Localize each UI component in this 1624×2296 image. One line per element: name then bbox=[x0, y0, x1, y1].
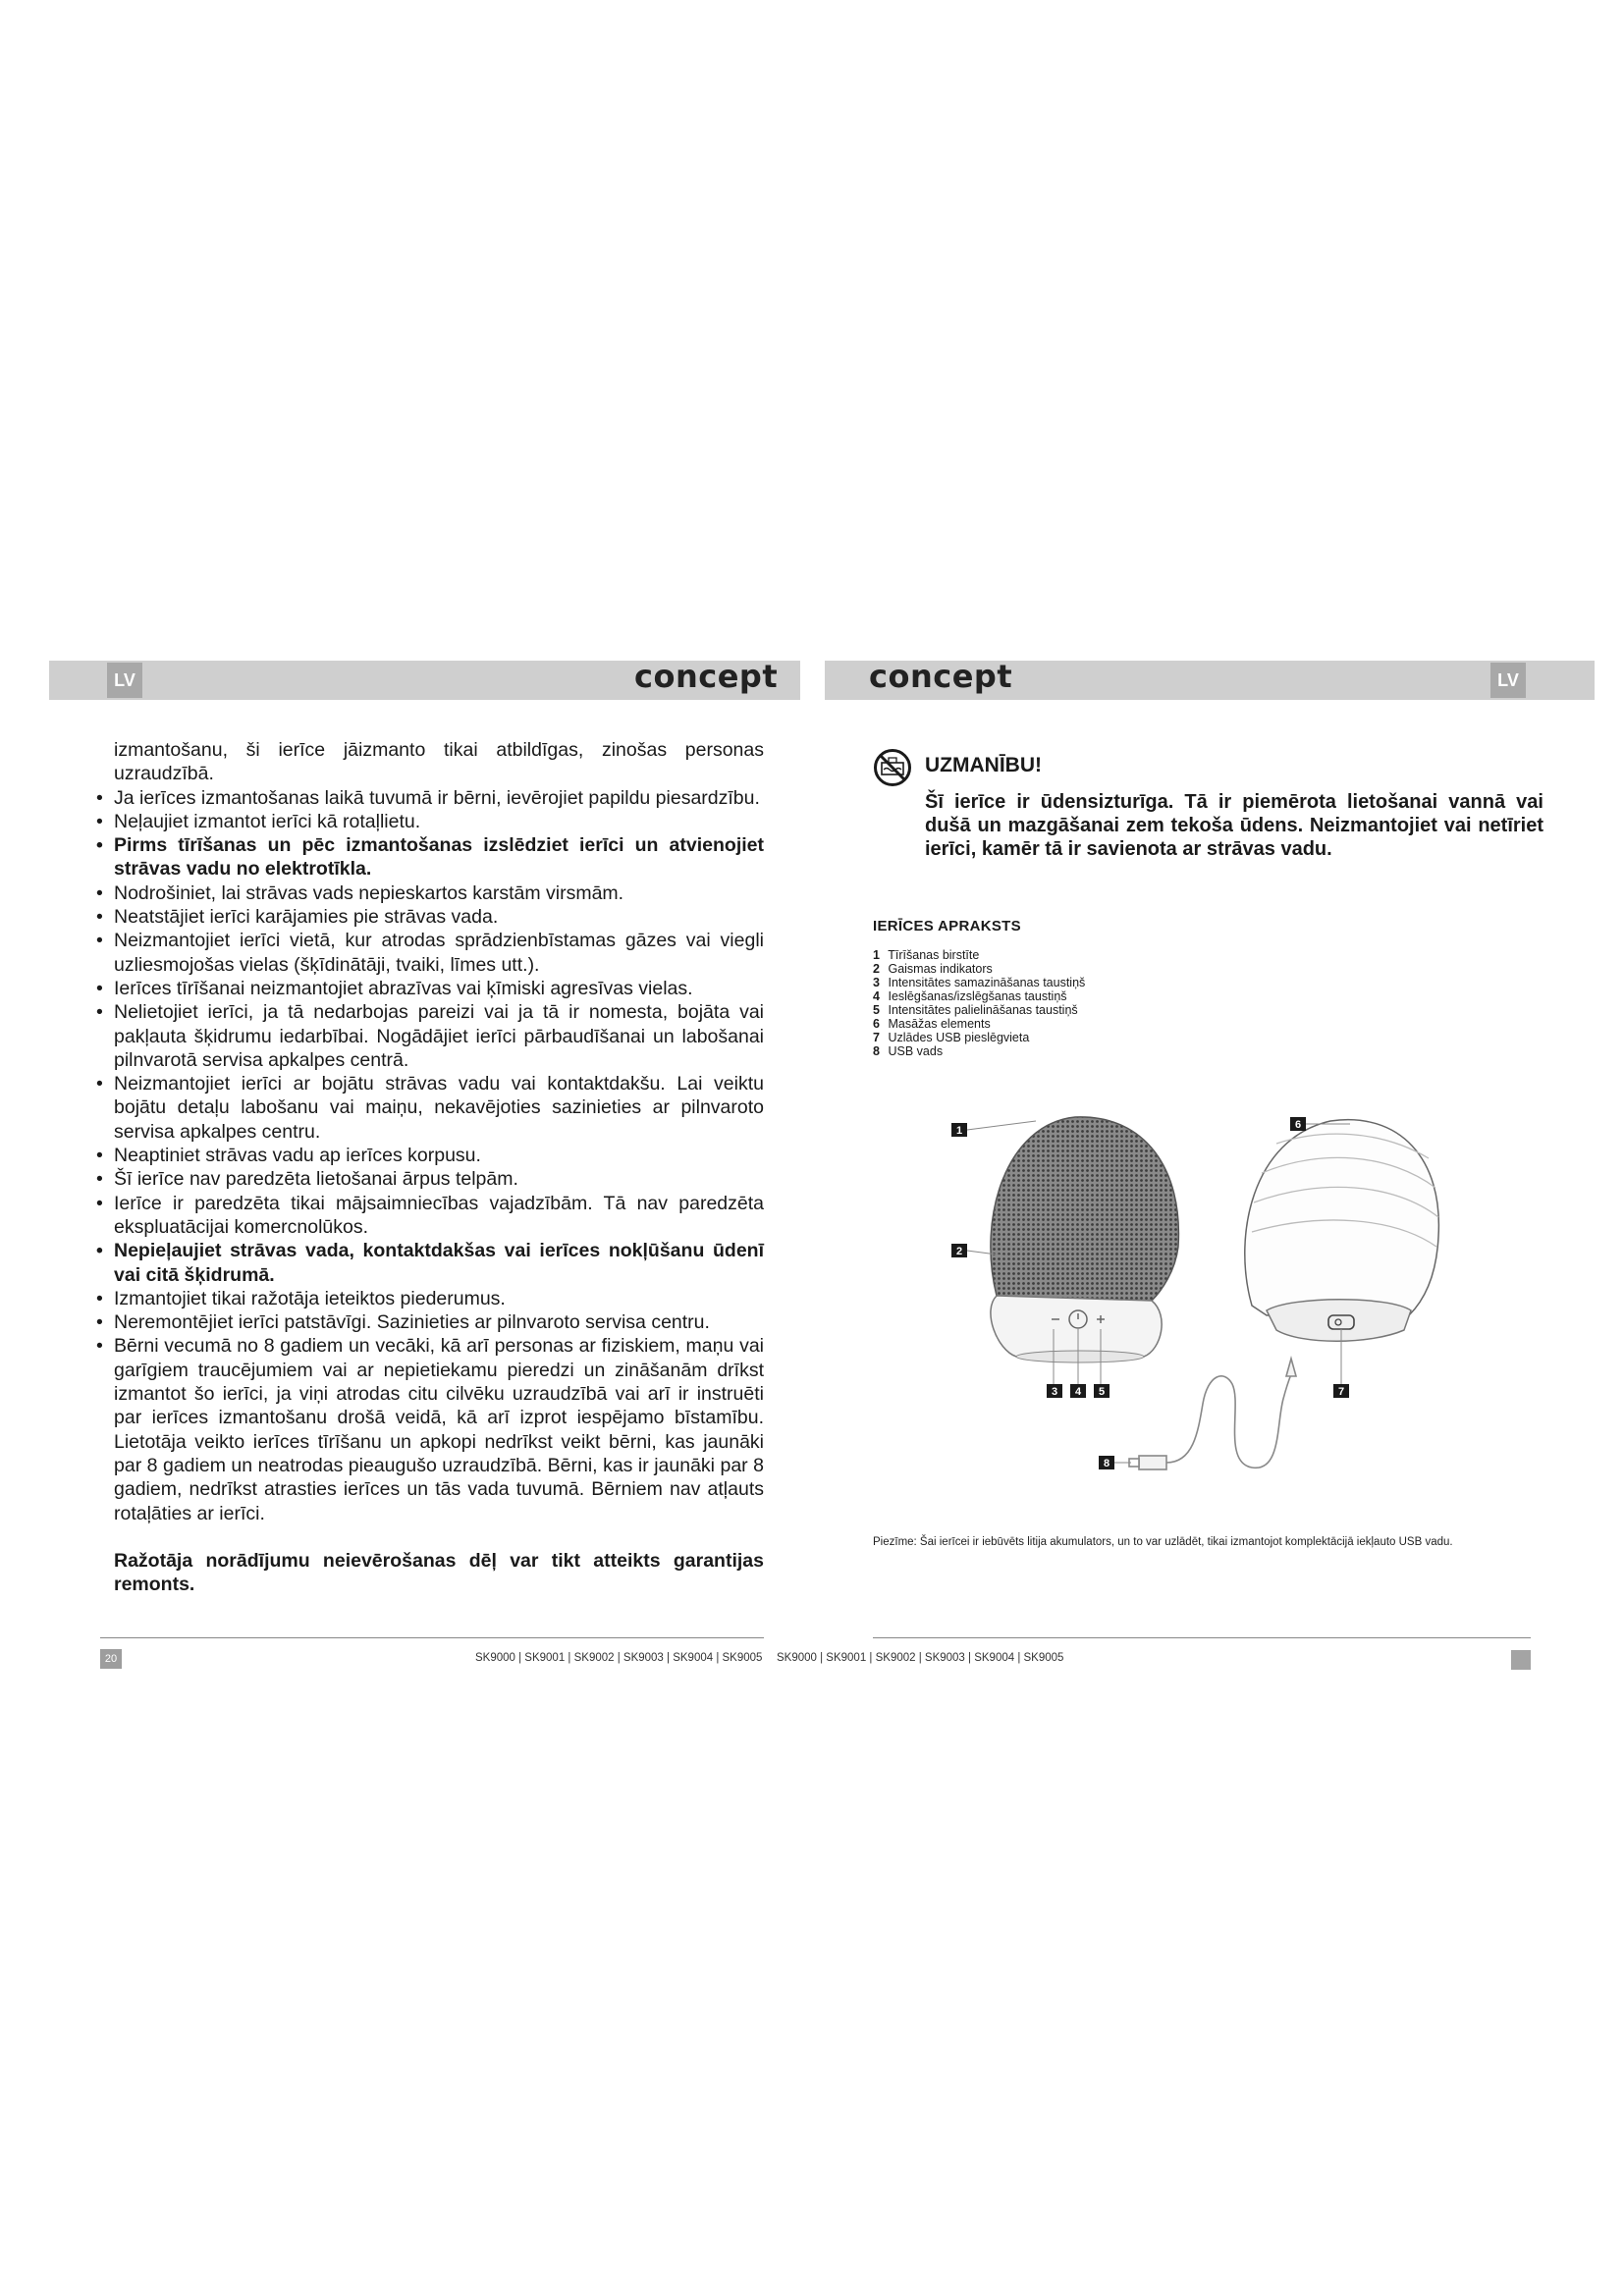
list-item bbox=[873, 1031, 1085, 1044]
part-number: 4 bbox=[873, 989, 880, 1003]
no-cable-in-water-icon bbox=[873, 748, 912, 787]
list-item: • Pirms tīrīšanas un pēc izmantošanas izslēdziet ierīci un atvienojiet strāvas vadu no elektrotīkla. bbox=[114, 833, 764, 881]
callout-label: 8 bbox=[1103, 1458, 1110, 1469]
list-item: • Neremontējiet ierīci patstāvīgi. Sazinieties ar pilnvaroto servisa centru. bbox=[114, 1310, 764, 1334]
list-item: • Ja ierīces izmantošanas laikā tuvumā ir bērni, ievērojiet papildu piesardzību. bbox=[114, 786, 764, 810]
list-item bbox=[873, 1017, 1085, 1031]
part-number: 1 bbox=[873, 948, 880, 962]
intro-paragraph: izmantošanu, ši ierīce jāizmanto tikai atbildīgas, zinošas personas uzraudzībā. bbox=[114, 739, 764, 785]
part-label: Ieslēgšanas/izslēgšanas taustiņš bbox=[888, 989, 1067, 1003]
list-item: • Izmantojiet tikai ražotāja ieteiktos piederumus. bbox=[114, 1287, 764, 1310]
warning-text: Šī ierīce ir ūdensizturīga. Tā ir piemērota lietošanai vannā vai dušā un mazgāšanai zem tekoša ūdens. Neizmantojiet vai netīriet ierīci, kamēr tā ir savienota ar strāvas vadu. bbox=[925, 791, 1543, 860]
model-list-right: SK9000 | SK9001 | SK9002 | SK9003 | SK9004 | SK9005 bbox=[777, 1652, 1064, 1664]
list-item bbox=[873, 1003, 1085, 1017]
safety-instructions bbox=[114, 738, 764, 1596]
warning-title: UZMANĪBU! bbox=[925, 754, 1042, 776]
brand-logo-right: concept bbox=[869, 658, 1013, 695]
list-item: • Nepieļaujiet strāvas vada, kontaktdakšas vai ierīces nokļūšanu ūdenī vai citā šķidrumā. bbox=[114, 1239, 764, 1287]
language-badge-right: LV bbox=[1490, 663, 1526, 698]
callout-2 bbox=[951, 1244, 967, 1257]
language-badge-left: LV bbox=[107, 663, 142, 698]
footer-divider-right bbox=[873, 1637, 1531, 1638]
part-number: 7 bbox=[873, 1031, 880, 1044]
list-item: • Šī ierīce nav paredzēta lietošanai ārpus telpām. bbox=[114, 1167, 764, 1191]
callout-3 bbox=[1047, 1384, 1062, 1398]
callout-5 bbox=[1094, 1384, 1110, 1398]
callout-1 bbox=[951, 1123, 967, 1137]
page-number: 20 bbox=[100, 1649, 122, 1669]
list-item: • Neizmantojiet ierīci vietā, kur atrodas sprādzienbīstamas gāzes vai viegli uzliesmojošas vielas (šķīdinātāji, tvaiki, līmes utt.). bbox=[114, 929, 764, 977]
part-label: Tīrīšanas birstīte bbox=[888, 948, 980, 962]
parts-list bbox=[873, 948, 1085, 1058]
list-item: • Nelietojiet ierīci, ja tā nedarbojas pareizi vai ja tā ir nomesta, bojāta vai pakļauta šķidrumu iedarbībai. Nogādājiet ierīci pārbaudīšanai un labošanai pilnvarotā servisa apkalpes centrā. bbox=[114, 1000, 764, 1072]
list-item: • Ierīce ir paredzēta tikai mājsaimniecības vajadzībām. Tā nav paredzēta ekspluatācijai komercnolūkos. bbox=[114, 1192, 764, 1240]
device-diagram bbox=[938, 1099, 1458, 1502]
warranty-notice: Ražotāja norādījumu neievērošanas dēļ var tikt atteikts garantijas remonts. bbox=[114, 1549, 764, 1596]
model-list-left: SK9000 | SK9001 | SK9002 | SK9003 | SK9004 | SK9005 bbox=[475, 1652, 763, 1664]
footer-divider-left bbox=[100, 1637, 764, 1638]
callout-7 bbox=[1333, 1384, 1349, 1398]
list-item: • Neaptiniet strāvas vadu ap ierīces korpusu. bbox=[114, 1144, 764, 1167]
part-number: 3 bbox=[873, 976, 880, 989]
list-item bbox=[873, 948, 1085, 962]
list-item bbox=[873, 976, 1085, 989]
callout-label: 4 bbox=[1074, 1386, 1082, 1398]
safety-list bbox=[114, 786, 764, 1525]
callout-8 bbox=[1099, 1456, 1114, 1469]
list-item bbox=[873, 989, 1085, 1003]
callout-4 bbox=[1070, 1384, 1086, 1398]
part-number: 8 bbox=[873, 1044, 880, 1058]
list-item: • Nodrošiniet, lai strāvas vads nepieskartos karstām virsmām. bbox=[114, 881, 764, 905]
device-front-view bbox=[991, 1117, 1179, 1362]
part-label: Masāžas elements bbox=[888, 1017, 991, 1031]
callout-label: 2 bbox=[955, 1246, 963, 1257]
part-label: Intensitātes palielināšanas taustiņš bbox=[888, 1003, 1078, 1017]
device-back-view bbox=[1245, 1120, 1439, 1342]
part-number: 5 bbox=[873, 1003, 880, 1017]
part-label: USB vads bbox=[888, 1044, 944, 1058]
brand-logo-left: concept bbox=[634, 658, 779, 695]
list-item: • Bērni vecumā no 8 gadiem un vecāki, kā arī personas ar fiziskiem, maņu vai garīgiem traucējumiem vai ar nepietiekamu pieredzi un zināšanām drīkst izmantot šo ierīci, ja viņi atrodas citu cilvēku uzraudzībā vai arī ir instruēti par ierīces izmantošanu drošā veidā, kā arī izprot iespējamo bīstamību. Lietotāja veikto ierīces tīrīšanu un apkopi nedrīkst veikt bērni, kas jaunāki par 8 gadiem un neatrodas pieaugušo uzraudzībā. Bērni, kas ir jaunāki par 8 gadiem, nedrīkst atrasties ierīces un tās vada tuvumā. Bērniem nav atļauts rotaļāties ar ierīci. bbox=[114, 1334, 764, 1524]
callout-6 bbox=[1290, 1117, 1306, 1131]
callout-label: 6 bbox=[1294, 1119, 1302, 1131]
usb-cable bbox=[1129, 1359, 1296, 1469]
page-marker bbox=[1511, 1650, 1531, 1670]
battery-note: Piezīme: Šai ierīcei ir iebūvēts litija akumulators, un to var uzlādēt, tikai izmantojot komplektācijā iekļauto USB vadu. bbox=[873, 1536, 1453, 1548]
device-description-title: IERĪCES APRAKSTS bbox=[873, 918, 1021, 934]
callout-label: 7 bbox=[1337, 1386, 1345, 1398]
part-label: Intensitātes samazināšanas taustiņš bbox=[888, 976, 1086, 989]
list-item: • Ierīces tīrīšanai neizmantojiet abrazīvas vai ķīmiski agresīvas vielas. bbox=[114, 977, 764, 1000]
list-item: • Neļaujiet izmantot ierīci kā rotaļlietu. bbox=[114, 810, 764, 833]
part-number: 2 bbox=[873, 962, 880, 976]
callout-label: 3 bbox=[1051, 1386, 1058, 1398]
part-number: 6 bbox=[873, 1017, 880, 1031]
list-item: • Neizmantojiet ierīci ar bojātu strāvas vadu vai kontaktdakšu. Lai veiktu bojātu detaļu labošanu vai maiņu, nekavējoties sazinieties ar pilnvaroto servisa apkalpes centru. bbox=[114, 1072, 764, 1144]
list-item bbox=[873, 1044, 1085, 1058]
callout-label: 1 bbox=[955, 1125, 963, 1137]
part-label: Gaismas indikators bbox=[888, 962, 993, 976]
part-label: Uzlādes USB pieslēgvieta bbox=[888, 1031, 1030, 1044]
list-item bbox=[873, 962, 1085, 976]
callout-label: 5 bbox=[1098, 1386, 1106, 1398]
list-item: • Neatstājiet ierīci karājamies pie strāvas vada. bbox=[114, 905, 764, 929]
